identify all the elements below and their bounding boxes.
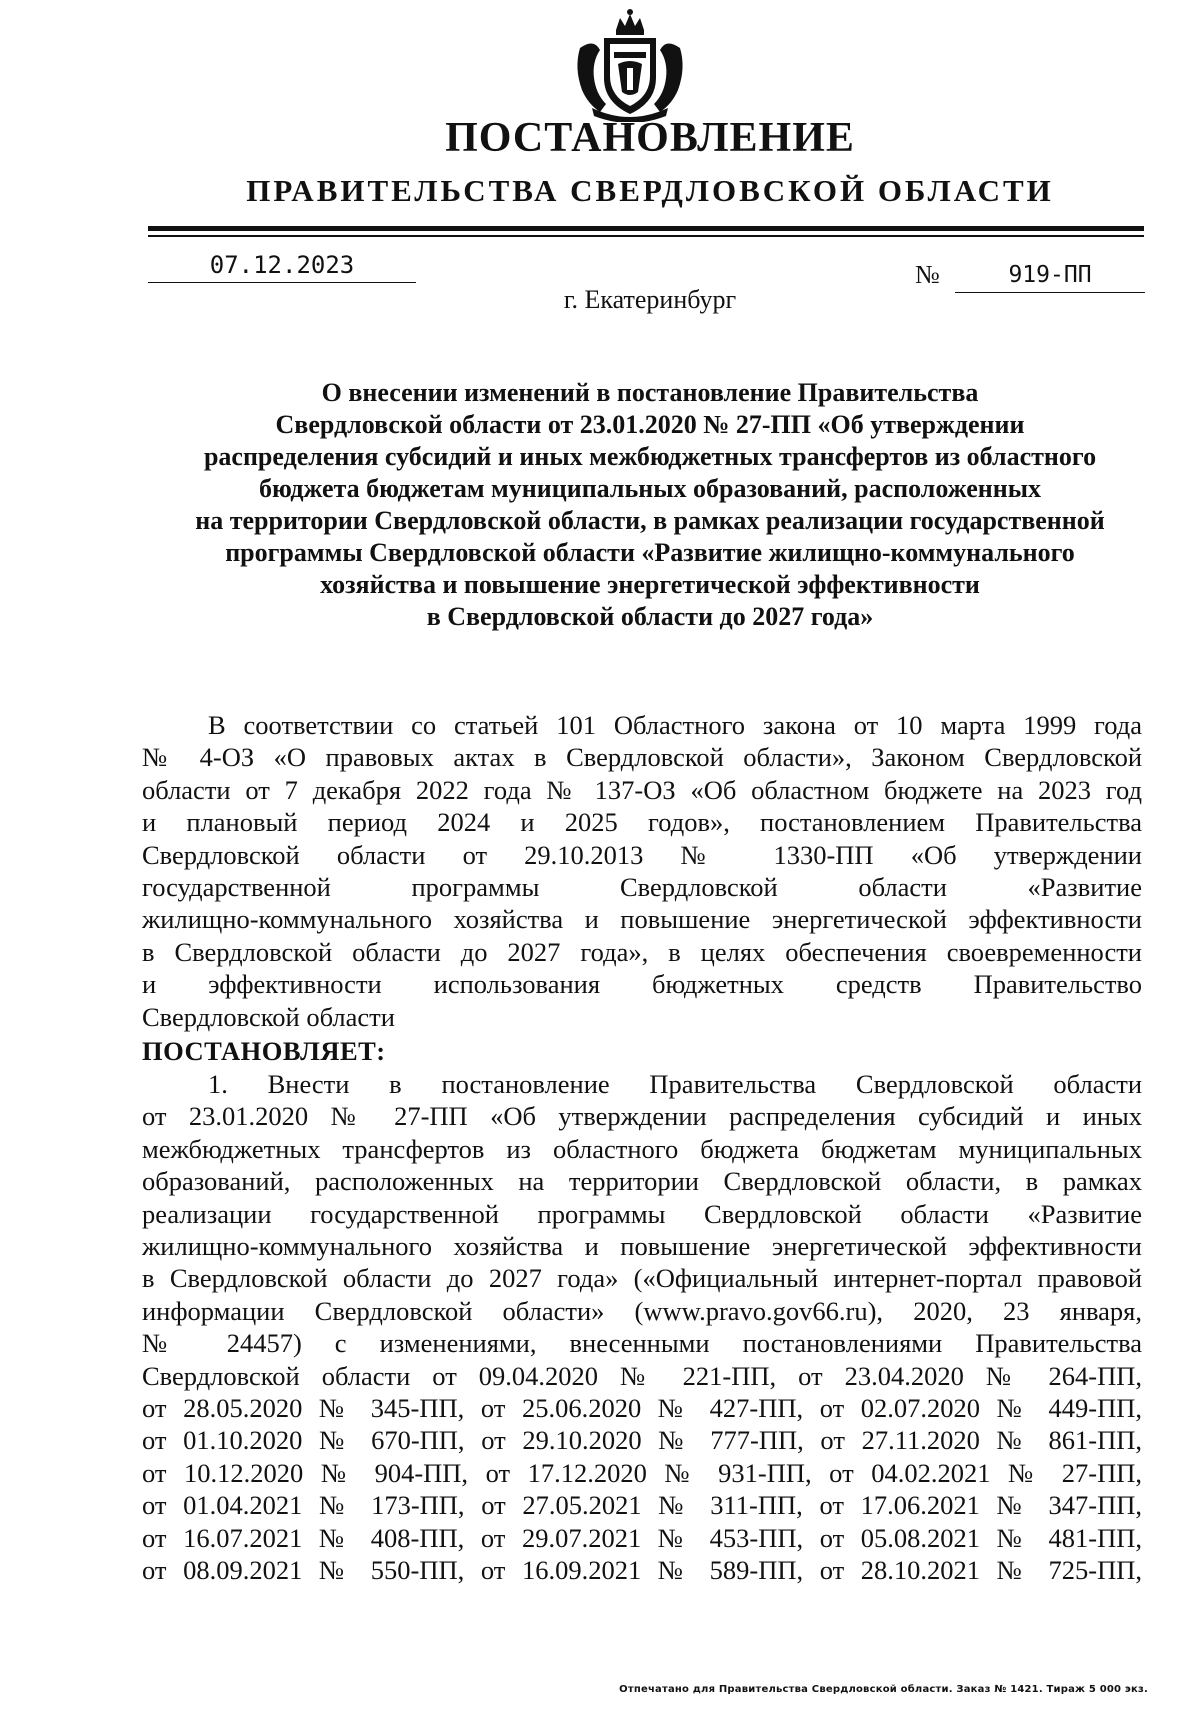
- preamble-line: В соответствии со статьей 101 Областного закона от 10 марта 1999 года: [208, 710, 1142, 740]
- title-line: в Свердловской области до 2027 года»: [426, 602, 874, 631]
- header-divider-thick: [148, 226, 1144, 231]
- issuing-authority: ПРАВИТЕЛЬСТВА СВЕРДЛОВСКОЙ ОБЛАСТИ: [246, 173, 1054, 208]
- sverdlovsk-coat-of-arms-icon: [570, 8, 690, 122]
- item-line: реализации государственной программы Свердловской области «Развитие: [142, 1198, 1142, 1229]
- item-line: от 08.09.2021 № 550-ПП, от 16.09.2021 № 589-ПП, от 28.10.2021 № 725-ПП,: [142, 1555, 1142, 1586]
- preamble-line: государственной программы Свердловской области «Развитие: [142, 872, 1142, 903]
- item-line: жилищно-коммунального хозяйства и повышение энергетической эффективности: [142, 1231, 1142, 1262]
- resolves-heading: ПОСТАНОВЛЯЕТ:: [142, 1036, 386, 1066]
- document-type-heading: ПОСТАНОВЛЕНИЕ: [445, 115, 855, 161]
- preamble-paragraph: [142, 709, 1142, 1033]
- document-number-label: №: [915, 260, 940, 289]
- title-line: О внесении изменений в постановление Правительства: [321, 378, 979, 407]
- city-of-issue: г. Екатеринбург: [563, 285, 737, 314]
- preamble-line: в Свердловской области до 2027 года», в целях обеспечения своевременности: [142, 936, 1142, 967]
- document-date: 07.12.2023: [148, 248, 416, 283]
- item-line: от 28.05.2020 № 345-ПП, от 25.06.2020 № 427-ПП, от 02.07.2020 № 449-ПП,: [142, 1393, 1142, 1424]
- item-line: Свердловской области от 09.04.2020 № 221-ПП, от 23.04.2020 № 264-ПП,: [142, 1360, 1142, 1391]
- item-line: от 10.12.2020 № 904-ПП, от 17.12.2020 № 931-ПП, от 04.02.2021 № 27-ПП,: [142, 1457, 1142, 1488]
- item-line: от 01.10.2020 № 670-ПП, от 29.10.2020 № 777-ПП, от 27.11.2020 № 861-ПП,: [142, 1425, 1142, 1456]
- preamble-line: и эффективности использования бюджетных средств Правительство: [142, 969, 1142, 1000]
- item-line: образований, расположенных на территории Свердловской области, в рамках: [142, 1166, 1142, 1197]
- preamble-line: жилищно-коммунального хозяйства и повышение энергетической эффективности: [142, 904, 1142, 935]
- item-line: 1. Внести в постановление Правительства Свердловской области: [208, 1069, 1142, 1099]
- title-line: Свердловской области от 23.01.2020 № 27-ПП «Об утверждении: [275, 410, 1025, 439]
- preamble-line: Свердловской области от 29.10.2013 № 1330-ПП «Об утверждении: [142, 839, 1142, 870]
- item-line: в Свердловской области до 2027 года» («Официальный интернет-портал правовой: [142, 1263, 1142, 1294]
- document-title: [140, 377, 1160, 633]
- header-divider-thin: [148, 235, 1144, 237]
- item-1-paragraph: [142, 1068, 1142, 1587]
- title-line: хозяйства и повышение энергетической эффективности: [320, 570, 980, 599]
- item-line: от 23.01.2020 № 27-ПП «Об утверждении распределения субсидий и иных: [142, 1101, 1142, 1132]
- preamble-line: области от 7 декабря 2022 года № 137-ОЗ «Об областном бюджете на 2023 год: [142, 774, 1142, 805]
- title-line: распределения субсидий и иных межбюджетных трансфертов из областного: [203, 442, 1097, 471]
- preamble-line: и плановый период 2024 и 2025 годов», постановлением Правительства: [142, 807, 1142, 838]
- preamble-line: № 4-ОЗ «О правовых актах в Свердловской области», Законом Свердловской: [142, 742, 1142, 773]
- document-number: 919-ПП: [955, 258, 1145, 293]
- item-line: от 01.04.2021 № 173-ПП, от 27.05.2021 № 311-ПП, от 17.06.2021 № 347-ПП,: [142, 1490, 1142, 1521]
- title-line: программы Свердловской области «Развитие жилищно-коммунального: [225, 538, 1075, 567]
- item-line: информации Свердловской области» (www.pravo.gov66.ru), 2020, 23 января,: [142, 1295, 1142, 1326]
- title-line: на территории Свердловской области, в рамках реализации государственной: [195, 506, 1105, 535]
- preamble-line: Свердловской области: [142, 1001, 395, 1032]
- print-footer: Отпечатано для Правительства Свердловской области. Заказ № 1421. Тираж 5 000 экз.: [619, 1684, 1148, 1695]
- item-line: № 24457) с изменениями, внесенными постановлениями Правительства: [142, 1328, 1142, 1359]
- item-line: межбюджетных трансфертов из областного бюджета бюджетам муниципальных: [142, 1133, 1142, 1164]
- item-line: от 16.07.2021 № 408-ПП, от 29.07.2021 № 453-ПП, от 05.08.2021 № 481-ПП,: [142, 1522, 1142, 1553]
- title-line: бюджета бюджетам муниципальных образований, расположенных: [259, 474, 1041, 503]
